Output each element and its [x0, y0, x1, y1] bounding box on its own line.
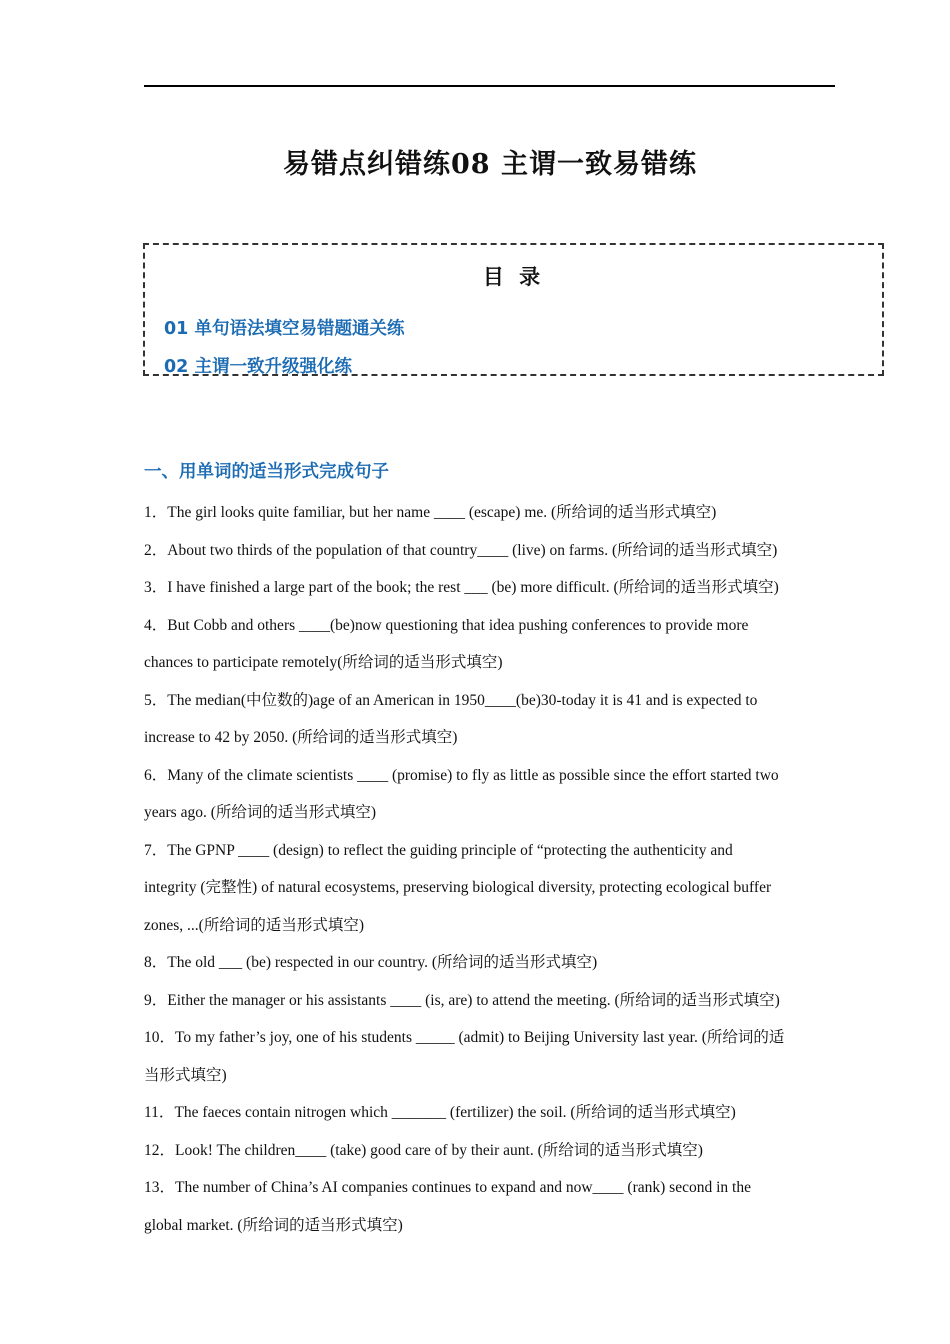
question-line — [144, 1207, 834, 1245]
header-rule — [144, 85, 835, 87]
toc-item-02[interactable]: 02 主谓一致升级强化练 — [164, 357, 352, 377]
question-number: 13． — [144, 1179, 176, 1196]
toc-heading: 目 录 — [482, 265, 545, 289]
question-line — [144, 1019, 834, 1057]
question-item — [144, 944, 834, 982]
question-text: But Cobb and others ____(be)now questioning that idea pushing conferences to provide more — [167, 616, 749, 634]
question-line — [144, 982, 834, 1020]
question-item — [144, 982, 834, 1020]
question-text: years ago. (所给词的适当形式填空) — [144, 804, 377, 821]
question-number: 11． — [144, 1104, 175, 1121]
question-line — [144, 832, 834, 870]
question-line — [144, 794, 834, 832]
question-line — [144, 719, 834, 757]
question-text: The number of China’s AI companies continues to expand and now____ (rank) second in the — [175, 1179, 751, 1196]
question-text: Look! The children____ (take) good care of by their aunt. (所给词的适当形式填空) — [175, 1141, 703, 1159]
question-number: 8． — [144, 954, 168, 971]
question-number: 12． — [144, 1141, 176, 1159]
question-line — [144, 1057, 834, 1095]
question-text: The faeces contain nitrogen which _______ (fertilizer) the soil. (所给词的适当形式填空) — [174, 1104, 736, 1121]
question-number: 7． — [144, 841, 168, 859]
toc-item-01[interactable]: 01 单句语法填空易错题通关练 — [164, 319, 405, 339]
table-of-contents — [143, 243, 884, 376]
question-text: integrity (完整性) of natural ecosystems, preserving biological diversity, protecting ecological buffer — [144, 879, 772, 896]
question-item — [144, 1169, 834, 1244]
question-text: increase to 42 by 2050. (所给词的适当形式填空) — [144, 729, 458, 746]
question-line — [144, 569, 834, 607]
question-text: Either the manager or his assistants ____ (is, are) to attend the meeting. (所给词的适当形式填空) — [167, 991, 780, 1009]
question-line — [144, 1169, 834, 1207]
question-item — [144, 569, 834, 607]
question-text: The GPNP ____ (design) to reflect the guiding principle of “protecting the authenticity and — [167, 841, 733, 859]
question-line — [144, 1094, 834, 1132]
question-item — [144, 1132, 834, 1170]
question-line — [144, 944, 834, 982]
question-text: About two thirds of the population of that country____ (live) on farms. (所给词的适当形式填空) — [167, 541, 778, 559]
question-number: 4． — [144, 616, 168, 634]
question-number: 1． — [144, 504, 168, 521]
section-heading: 一、用单词的适当形式完成句子 — [144, 462, 389, 482]
question-text: The median(中位数的)age of an American in 1950____(be)30-today it is 41 and is expected to — [167, 691, 758, 709]
question-line — [144, 869, 834, 907]
question-number: 2． — [144, 541, 168, 559]
question-text: global market. (所给词的适当形式填空) — [144, 1216, 403, 1234]
question-line — [144, 607, 834, 645]
question-text: chances to participate remotely(所给词的适当形式填空) — [144, 654, 503, 671]
question-text: The girl looks quite familiar, but her name ____ (escape) me. (所给词的适当形式填空) — [167, 504, 717, 521]
question-line — [144, 757, 834, 795]
question-number: 5． — [144, 691, 168, 709]
question-item — [144, 1094, 834, 1132]
question-line — [144, 494, 834, 532]
question-item — [144, 607, 834, 682]
question-text: 当形式填空) — [144, 1066, 227, 1084]
question-line — [144, 532, 834, 570]
question-text: The old ___ (be) respected in our country. (所给词的适当形式填空) — [167, 954, 598, 971]
question-item — [144, 1019, 834, 1094]
question-line — [144, 682, 834, 720]
question-text: To my father’s joy, one of his students _____ (admit) to Beijing University last year. (所给词的适 — [175, 1029, 785, 1046]
question-line — [144, 1132, 834, 1170]
question-text: zones, ...(所给词的适当形式填空) — [144, 916, 364, 934]
question-number: 3． — [144, 579, 168, 596]
question-item — [144, 832, 834, 945]
question-line — [144, 907, 834, 945]
question-item — [144, 757, 834, 832]
page-title: 易错点纠错练08 主谓一致易错练 — [283, 149, 697, 180]
question-item — [144, 532, 834, 570]
question-item — [144, 682, 834, 757]
question-list — [144, 494, 834, 1244]
question-text: Many of the climate scientists ____ (promise) to fly as little as possible since the effort started two — [167, 766, 779, 784]
question-number: 6． — [144, 766, 168, 784]
question-number: 10． — [144, 1029, 176, 1046]
question-line — [144, 644, 834, 682]
question-number: 9． — [144, 991, 168, 1009]
question-item — [144, 494, 834, 532]
question-text: I have finished a large part of the book; the rest ___ (be) more difficult. (所给词的适当形式填空) — [167, 579, 779, 596]
